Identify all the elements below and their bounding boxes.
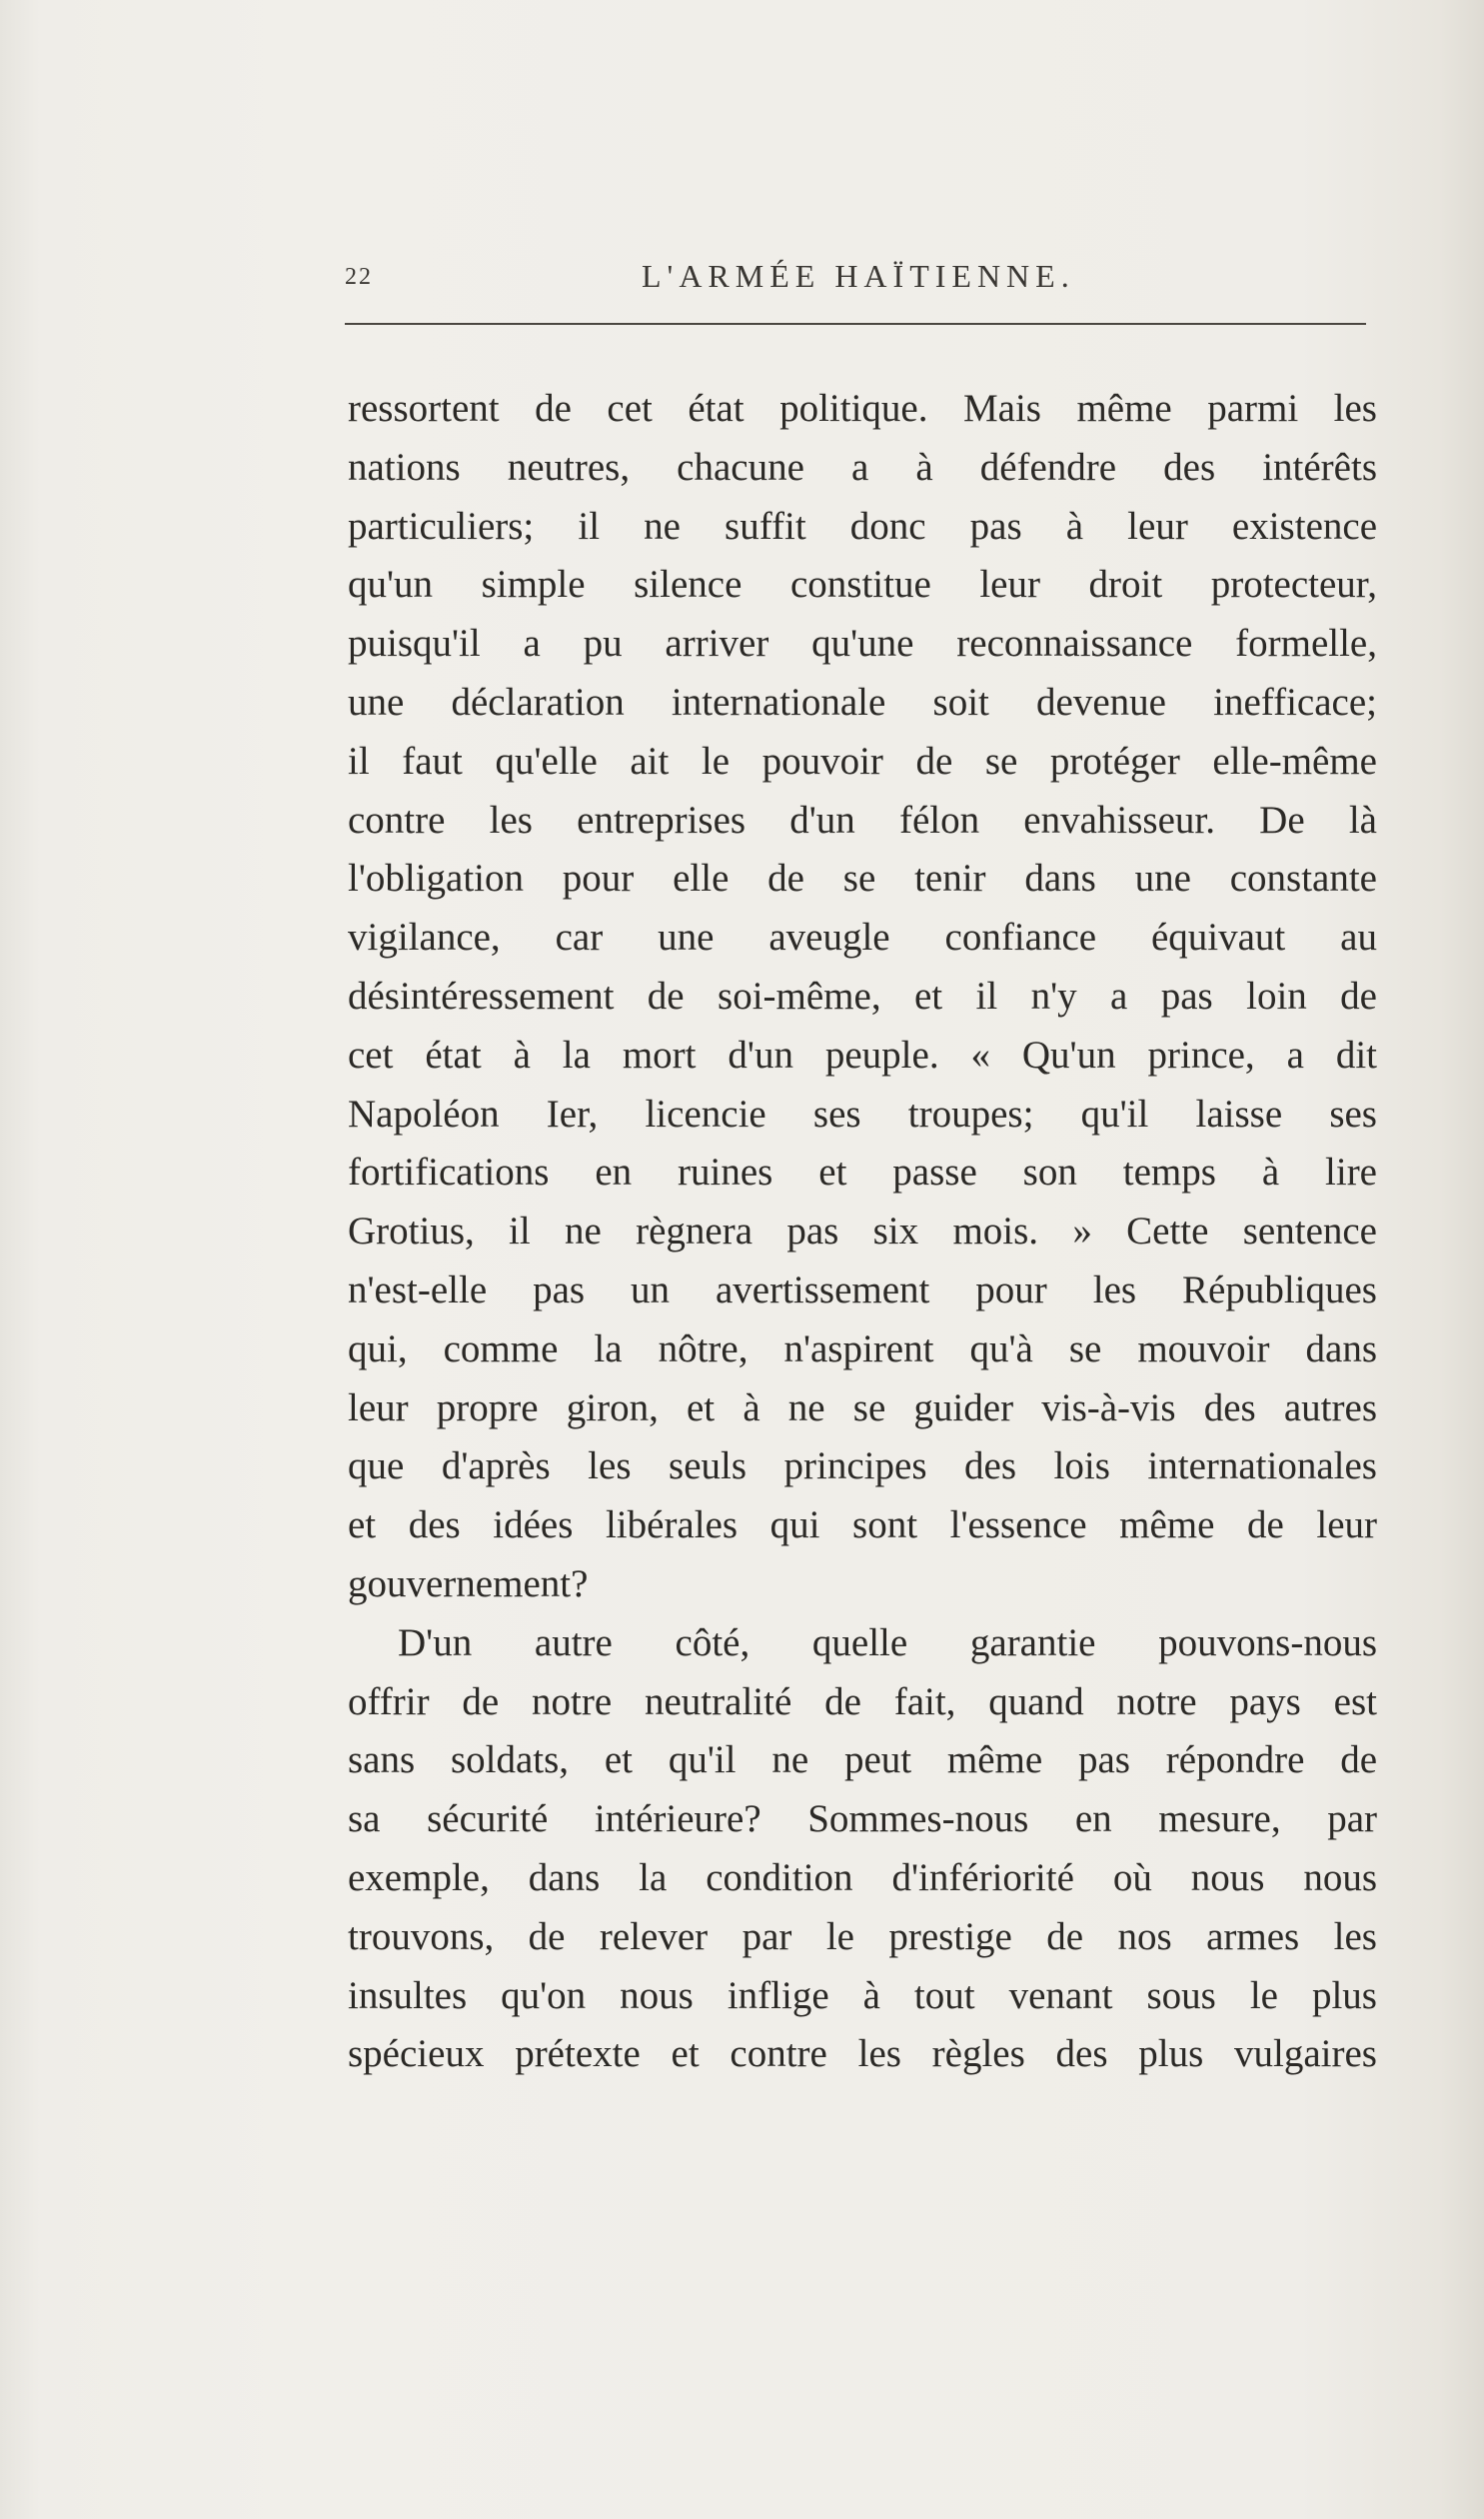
text-line: une déclaration internationale soit devenue inefficace; xyxy=(348,680,1377,724)
text-line: fortifications en ruines et passe son temps à lire xyxy=(348,1151,1377,1195)
running-title: L'ARMÉE HAÏTIENNE. xyxy=(642,258,1075,294)
body-text xyxy=(348,380,1377,2084)
text-line: leur propre giron, et à ne se guider vis-à-vis des autres xyxy=(348,1385,1377,1429)
text-line: ressortent de cet état politique. Mais même parmi les xyxy=(348,387,1377,430)
text-line: sans soldats, et qu'il ne peut même pas répondre de xyxy=(348,1738,1377,1782)
text-line: qu'un simple silence constitue leur droit protecteur, xyxy=(348,563,1377,607)
text-line: insultes qu'on nous inflige à tout venant sous le plus xyxy=(348,1973,1377,2017)
text-line: particuliers; il ne suffit donc pas à leur existence xyxy=(348,504,1377,548)
page-number: 22 xyxy=(345,264,373,290)
text-line: exemple, dans la condition d'infériorité où nous nous xyxy=(348,1855,1377,1899)
paragraph-end-line: gouvernement? xyxy=(348,1561,589,1605)
text-line: vigilance, car une aveugle confiance équivaut au xyxy=(348,916,1377,960)
text-line: n'est-elle pas un avertissement pour les Républiques xyxy=(348,1267,1377,1311)
text-line: offrir de notre neutralité de fait, quand notre pays est xyxy=(348,1679,1377,1723)
text-line: et des idées libérales qui sont l'essence même de leur xyxy=(348,1503,1377,1547)
text-line: spécieux prétexte et contre les règles des plus vulgaires xyxy=(348,2032,1377,2076)
text-line: Napoléon Ier, licencie ses troupes; qu'il laisse ses xyxy=(348,1092,1377,1136)
text-line: Grotius, il ne règnera pas six mois. » Cette sentence xyxy=(348,1210,1377,1254)
text-line: sa sécurité intérieure? Sommes-nous en mesure, par xyxy=(348,1797,1377,1841)
paragraph-start-line: D'un autre côté, quelle garantie pouvons-nous xyxy=(398,1620,1377,1664)
text-line: puisqu'il a pu arriver qu'une reconnaissance formelle, xyxy=(348,622,1377,666)
text-line: l'obligation pour elle de se tenir dans une constante xyxy=(348,857,1377,901)
text-line: trouvons, de relever par le prestige de nos armes les xyxy=(348,1914,1377,1958)
header-rule xyxy=(345,323,1366,325)
text-line: désintéressement de soi-même, et il n'y a pas loin de xyxy=(348,974,1377,1018)
text-line: nations neutres, chacune a à défendre des intérêts xyxy=(348,445,1377,489)
text-line: cet état à la mort d'un peuple. « Qu'un prince, a dit xyxy=(348,1033,1377,1077)
text-line: qui, comme la nôtre, n'aspirent qu'à se mouvoir dans xyxy=(348,1326,1377,1370)
running-head xyxy=(345,258,1379,298)
text-line: que d'après les seuls principes des lois internationales xyxy=(348,1444,1377,1488)
text-line: contre les entreprises d'un félon envahisseur. De là xyxy=(348,798,1377,842)
text-line: il faut qu'elle ait le pouvoir de se protéger elle-même xyxy=(348,739,1377,783)
